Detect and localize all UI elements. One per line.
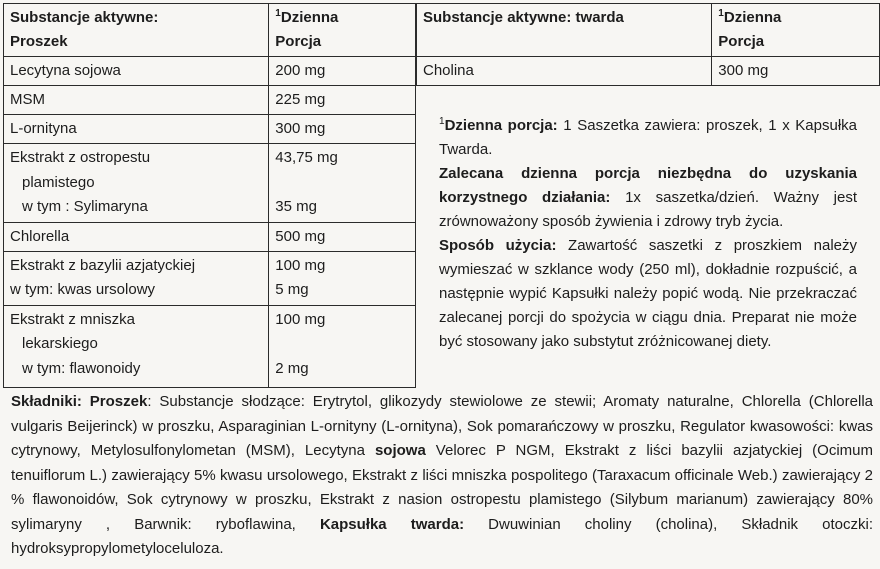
ingredients-text: Dwuwinian choliny (cholina), Składnik otoczki: hydroksypropylometyloceluloza.: [11, 515, 873, 557]
ingredient-value: [269, 251, 416, 305]
header-line: Proszek: [10, 33, 68, 50]
powder-ingredients-table: [3, 3, 416, 388]
footnote-marker: 1: [439, 116, 445, 127]
value-line: 100 mg: [275, 256, 326, 274]
ingredient-name: Cholina: [417, 57, 712, 86]
recommended-portion-label: Zalecana dzienna porcja niezbędna do uzyskania korzystnego działania:: [439, 165, 857, 206]
ingredient-name: [4, 251, 269, 305]
name-line: lekarskiego: [22, 335, 98, 352]
header-daily-portion: [712, 4, 880, 57]
usage-text: Zawartość saszetki z proszkiem należy wymieszać w szklance wody (250 ml), dokładnie rozpuścić, a następnie wypić Kapsułki należy popić wodą. Nie przekraczać zalecanej porcji do spożycia w ciągu dnia. Preparat nie może być stosowany jako substytut zróżnicowanej diety.: [439, 237, 857, 350]
name-line: w tym: kwas ursolowy: [10, 281, 156, 298]
table-row: [4, 57, 416, 86]
table-row: [4, 144, 416, 223]
table-header-row: [4, 4, 416, 57]
daily-portion-paragraph: [439, 114, 857, 162]
name-line: Ekstrakt z bazylii azjatyckiej: [10, 256, 196, 274]
name-line: Ekstrakt z ostropestu: [10, 149, 151, 166]
ingredient-name: MSM: [4, 86, 269, 115]
soy-allergen: sojowa: [374, 442, 426, 459]
ingredient-value: 225 mg: [269, 86, 416, 115]
header-line: [275, 6, 409, 30]
ingredients-text: : Substancje słodzące: Erytrytol, glikozydy stewiolowe ze stewii; Aromaty naturalne, Chlorella (Chlorella vulgaris Beijerinck) w proszku, Asparaginian L-ornityny (L-ornityna), Sok pomarańczowy w proszku, Regulator kwasowości: kwas cytrynowy, Metylosulfonylometan (MSM), Lecytyna: [11, 393, 873, 459]
daily-portion-text: 1 Saszetka zawiera: proszek, 1 x Kapsułka Twarda.: [439, 117, 858, 158]
usage-label: Sposób użycia:: [439, 237, 557, 254]
daily-portion-label: Dzienna porcja:: [444, 117, 558, 134]
header-line: Substancje aktywne:: [10, 9, 159, 26]
table-row: [4, 115, 416, 144]
name-line: w tym : Sylimaryna: [22, 198, 148, 215]
table-row: [4, 86, 416, 115]
header-text: Dzienna: [723, 9, 782, 26]
table-row: [417, 57, 880, 86]
table-header-row: [417, 4, 880, 57]
ingredient-name: Chlorella: [4, 222, 269, 251]
footnote-marker: 1: [275, 8, 281, 19]
table-row: [4, 251, 416, 305]
ingredients-text: Velorec P NGM, Ekstrakt z liści bazylii azjatyckiej (Ocimum tenuiflorum L.) zawierający 5% kwasu ursolowego, Ekstrakt z liści mniszka pospolitego (Taraxacum officinale Web.) zawierający 2 % flawonoidów, Sok cytrynowy w proszku, Ekstrakt z nasion ostropestu plamistego (Silybum marianum) zawierający 80% sylimaryny , Barwnik: ryboflawina,: [11, 442, 874, 533]
footnote-marker: 1: [718, 8, 724, 19]
header-text: Dzienna: [280, 9, 339, 26]
value-line: 5 mg: [275, 281, 309, 298]
value-line: 43,75 mg: [275, 149, 338, 166]
table-row: [4, 222, 416, 251]
ingredient-value: 500 mg: [269, 222, 416, 251]
capsule-ingredients-table: [416, 3, 880, 86]
header-line: Porcja: [275, 33, 322, 50]
header-daily-portion: [269, 4, 416, 57]
value-line: [275, 171, 409, 196]
name-line: w tym: flawonoidy: [22, 359, 141, 377]
ingredients-label: Składniki: Proszek: [11, 393, 148, 410]
ingredients-paragraph: [11, 390, 873, 562]
ingredient-value: [269, 144, 416, 223]
ingredient-name: L-ornityna: [4, 115, 269, 144]
usage-paragraph: [439, 234, 857, 354]
table-row: [4, 305, 416, 388]
header-active-substances: [4, 4, 269, 57]
ingredient-name: [4, 144, 269, 223]
value-line: 35 mg: [275, 198, 317, 215]
value-line: 2 mg: [275, 359, 309, 377]
value-line: 100 mg: [275, 310, 326, 328]
recommended-portion-paragraph: [439, 162, 857, 234]
ingredient-value: 300 mg: [712, 57, 880, 86]
ingredient-value: [269, 305, 416, 388]
ingredient-value: 300 mg: [269, 115, 416, 144]
header-line: [718, 6, 873, 30]
name-line: Ekstrakt z mniszka: [10, 310, 136, 328]
capsule-label: Kapsułka twarda:: [319, 515, 465, 533]
name-line: plamistego: [22, 173, 95, 191]
value-line: [275, 332, 409, 357]
header-line: Porcja: [718, 33, 765, 50]
header-active-substances: Substancje aktywne: twarda: [417, 4, 712, 57]
dosage-info: [439, 114, 857, 354]
recommended-portion-text: 1x saszetka/dzień. Ważny jest zrównoważony sposób żywienia i zdrowy tryb życia.: [439, 189, 857, 230]
ingredient-value: 200 mg: [269, 57, 416, 86]
ingredient-name: [4, 305, 269, 388]
ingredient-name: Lecytyna sojowa: [4, 57, 269, 86]
